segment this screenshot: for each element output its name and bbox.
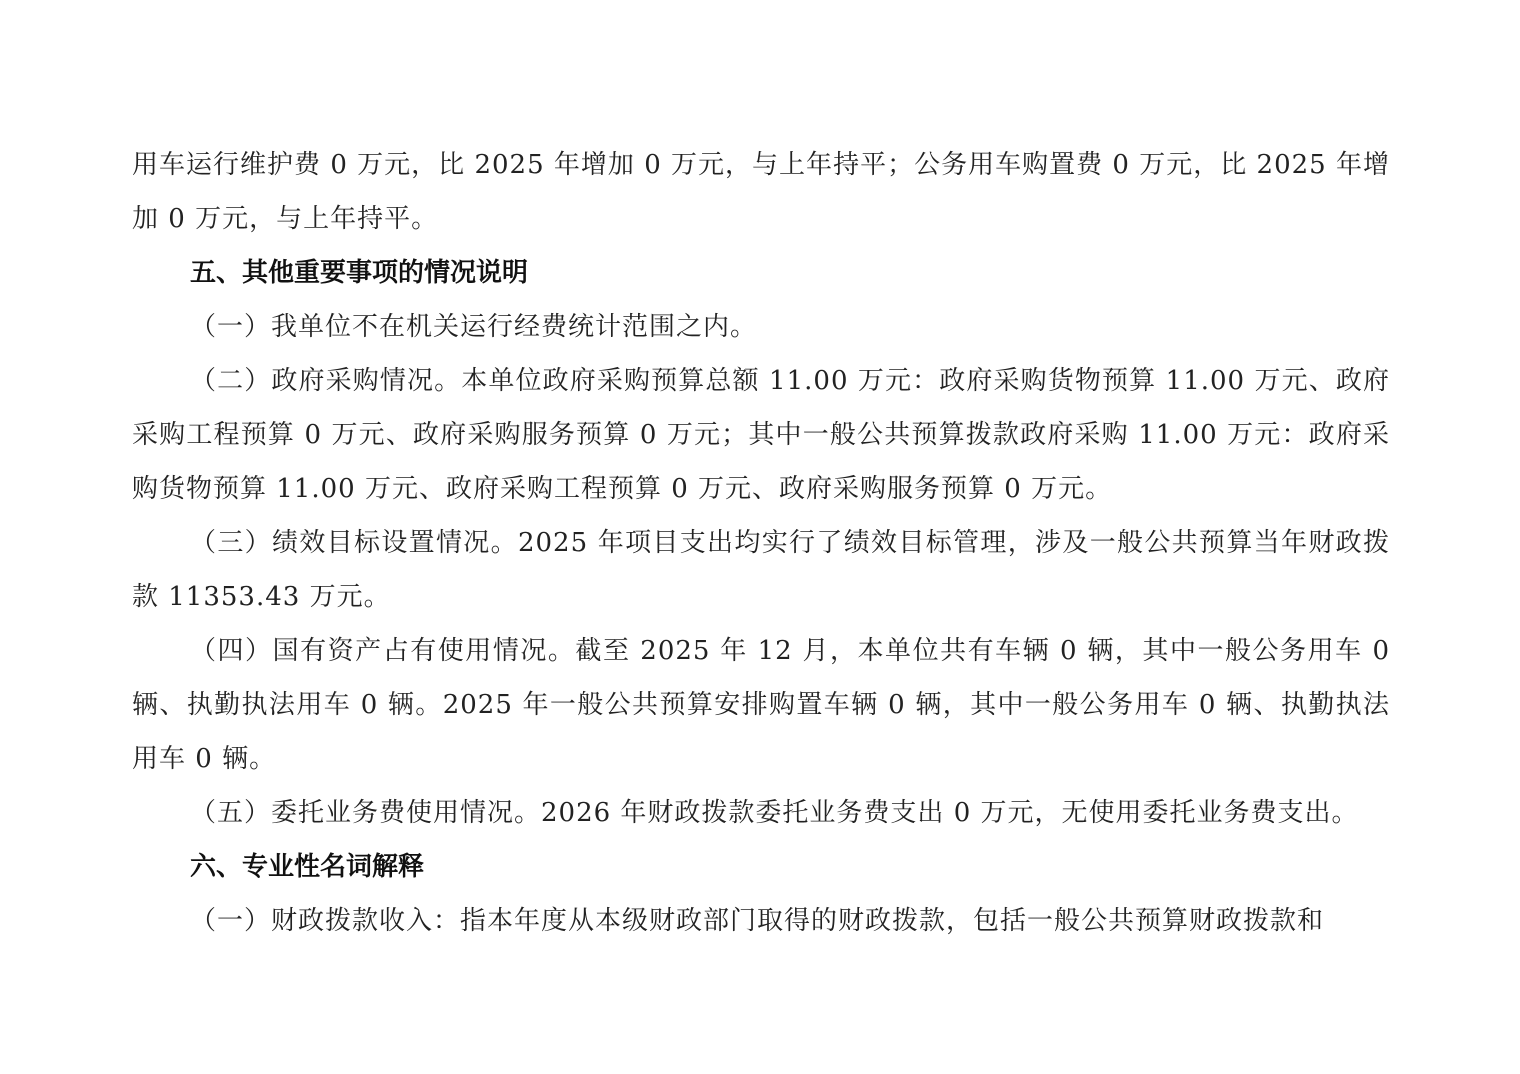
paragraph-commission-fees: （五）委托业务费使用情况。2026 年财政拨款委托业务费支出 0 万元，无使用委托业务费支出。 bbox=[190, 798, 1359, 828]
paragraph-state-assets: （四）国有资产占有使用情况。截至 2025 年 12 月，本单位共有车辆 0 辆，其中一般公务用车 0 辆、执勤执法用车 0 辆。2025 年一般公共预算安排购置车辆 0 辆，其中一般公务用车 0 辆、执勤执法用车 0 辆。 bbox=[132, 636, 1390, 774]
section-heading-terminology: 六、专业性名词解释 bbox=[190, 852, 425, 882]
paragraph-performance-targets: （三）绩效目标设置情况。2025 年项目支出均实行了绩效目标管理，涉及一般公共预算当年财政拨款 11353.43 万元。 bbox=[132, 528, 1390, 612]
paragraph-government-procurement: （二）政府采购情况。本单位政府采购预算总额 11.00 万元：政府采购货物预算 11.00 万元、政府采购工程预算 0 万元、政府采购服务预算 0 万元；其中一般公共预算拨款政府采购 11.00 万元：政府采购货物预算 11.00 万元、政府采购工程预算 0 万元、政府采购服务预算 0 万元。 bbox=[132, 366, 1390, 504]
section-heading-other-matters: 五、其他重要事项的情况说明 bbox=[190, 258, 529, 288]
paragraph-operating-funds: （一）我单位不在机关运行经费统计范围之内。 bbox=[190, 312, 758, 342]
paragraph-fiscal-appropriation-income: （一）财政拨款收入：指本年度从本级财政部门取得的财政拨款，包括一般公共预算财政拨款和 bbox=[190, 906, 1325, 936]
paragraph-vehicle-costs: 用车运行维护费 0 万元，比 2025 年增加 0 万元，与上年持平；公务用车购置费 0 万元，比 2025 年增加 0 万元，与上年持平。 bbox=[132, 150, 1390, 234]
document-page bbox=[132, 138, 1390, 948]
